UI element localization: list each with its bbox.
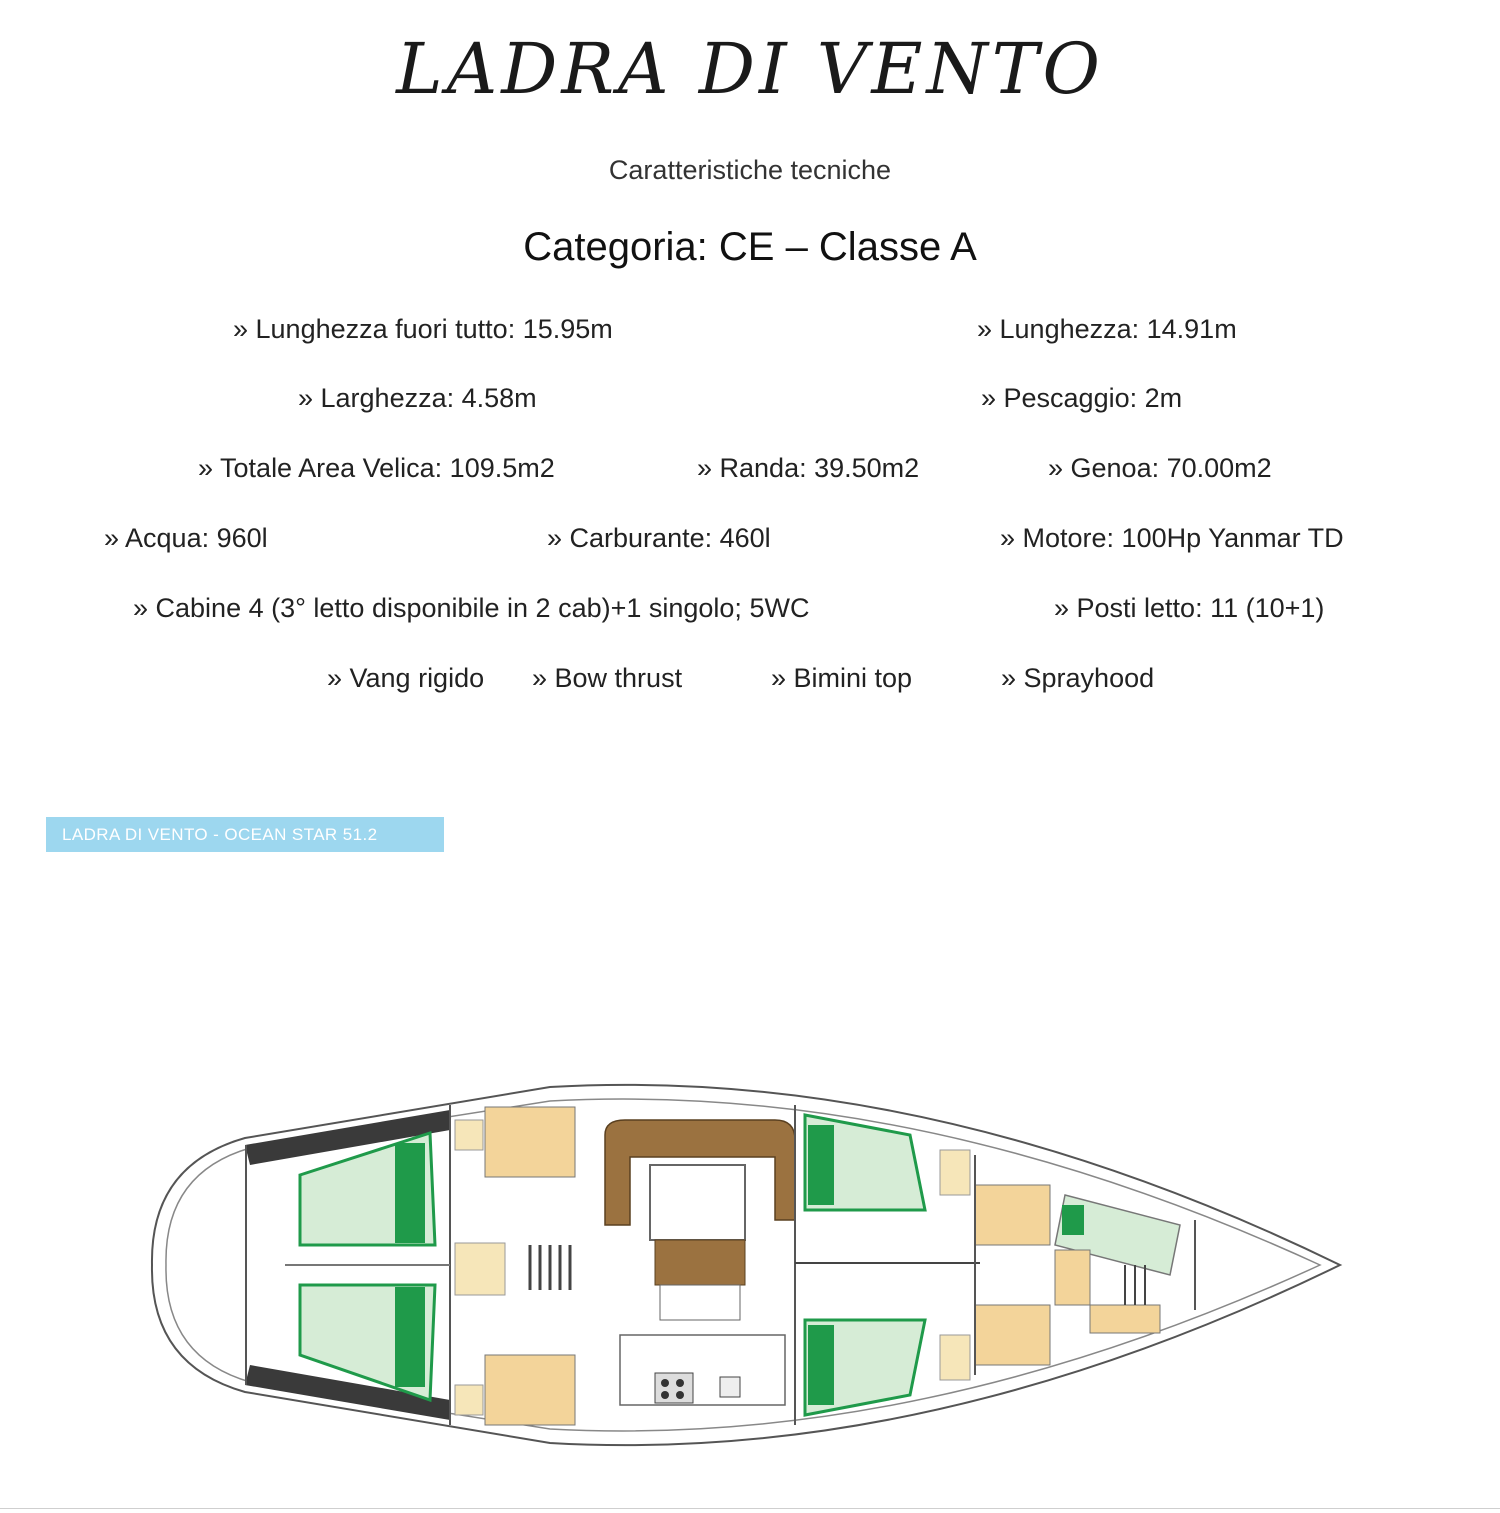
berth-pillow [395,1143,425,1243]
spec-fuel: » Carburante: 460l [547,523,771,553]
page-title: LADRA DI VENTO [396,28,1104,110]
berth-pillow [808,1325,834,1405]
spec-draft: » Pescaggio: 2m [981,383,1183,413]
galley [620,1335,785,1405]
spec-sail-area: » Totale Area Velica: 109.5m2 [198,453,555,483]
spec-water: » Acqua: 960l [104,523,268,553]
spec-genoa: » Genoa: 70.00m2 [1048,453,1272,483]
spec-sprayhood: » Sprayhood [1001,663,1155,693]
berth-pillow [808,1125,834,1205]
head-aft-starboard [485,1355,575,1425]
berth-pillow [1062,1205,1084,1235]
head-fwd-starboard [975,1305,1050,1365]
spec-beam: » Larghezza: 4.58m [298,383,537,413]
saloon-bench [655,1240,745,1285]
bottom-divider [0,1508,1500,1509]
deck-plan-diagram [150,1065,1350,1465]
spec-loa: » Lunghezza fuori tutto: 15.95m [233,314,613,344]
saloon-table [650,1165,745,1240]
page-subtitle: Caratteristiche tecniche [608,155,892,185]
spec-engine: » Motore: 100Hp Yanmar TD [1000,523,1344,553]
spec-berths: » Posti letto: 11 (10+1) [1054,593,1325,623]
boat-model-banner: LADRA DI VENTO - OCEAN STAR 51.2 [46,817,444,852]
spec-length: » Lunghezza: 14.91m [977,314,1237,344]
spec-mainsail: » Randa: 39.50m2 [697,453,920,483]
spec-bimini: » Bimini top [771,663,913,693]
category-heading: Categoria: CE – Classe A [523,225,977,269]
head-fwd-port [975,1185,1050,1245]
stove-icon [655,1373,693,1403]
berth-pillow [395,1287,425,1387]
spec-cabins: » Cabine 4 (3° letto disponibile in 2 cab)+1 singolo; 5WC [133,593,810,623]
sink-icon [720,1377,740,1397]
head-aft-port [485,1107,575,1177]
spec-bow-thrust: » Bow thrust [532,663,683,693]
spec-vang: » Vang rigido [327,663,485,693]
